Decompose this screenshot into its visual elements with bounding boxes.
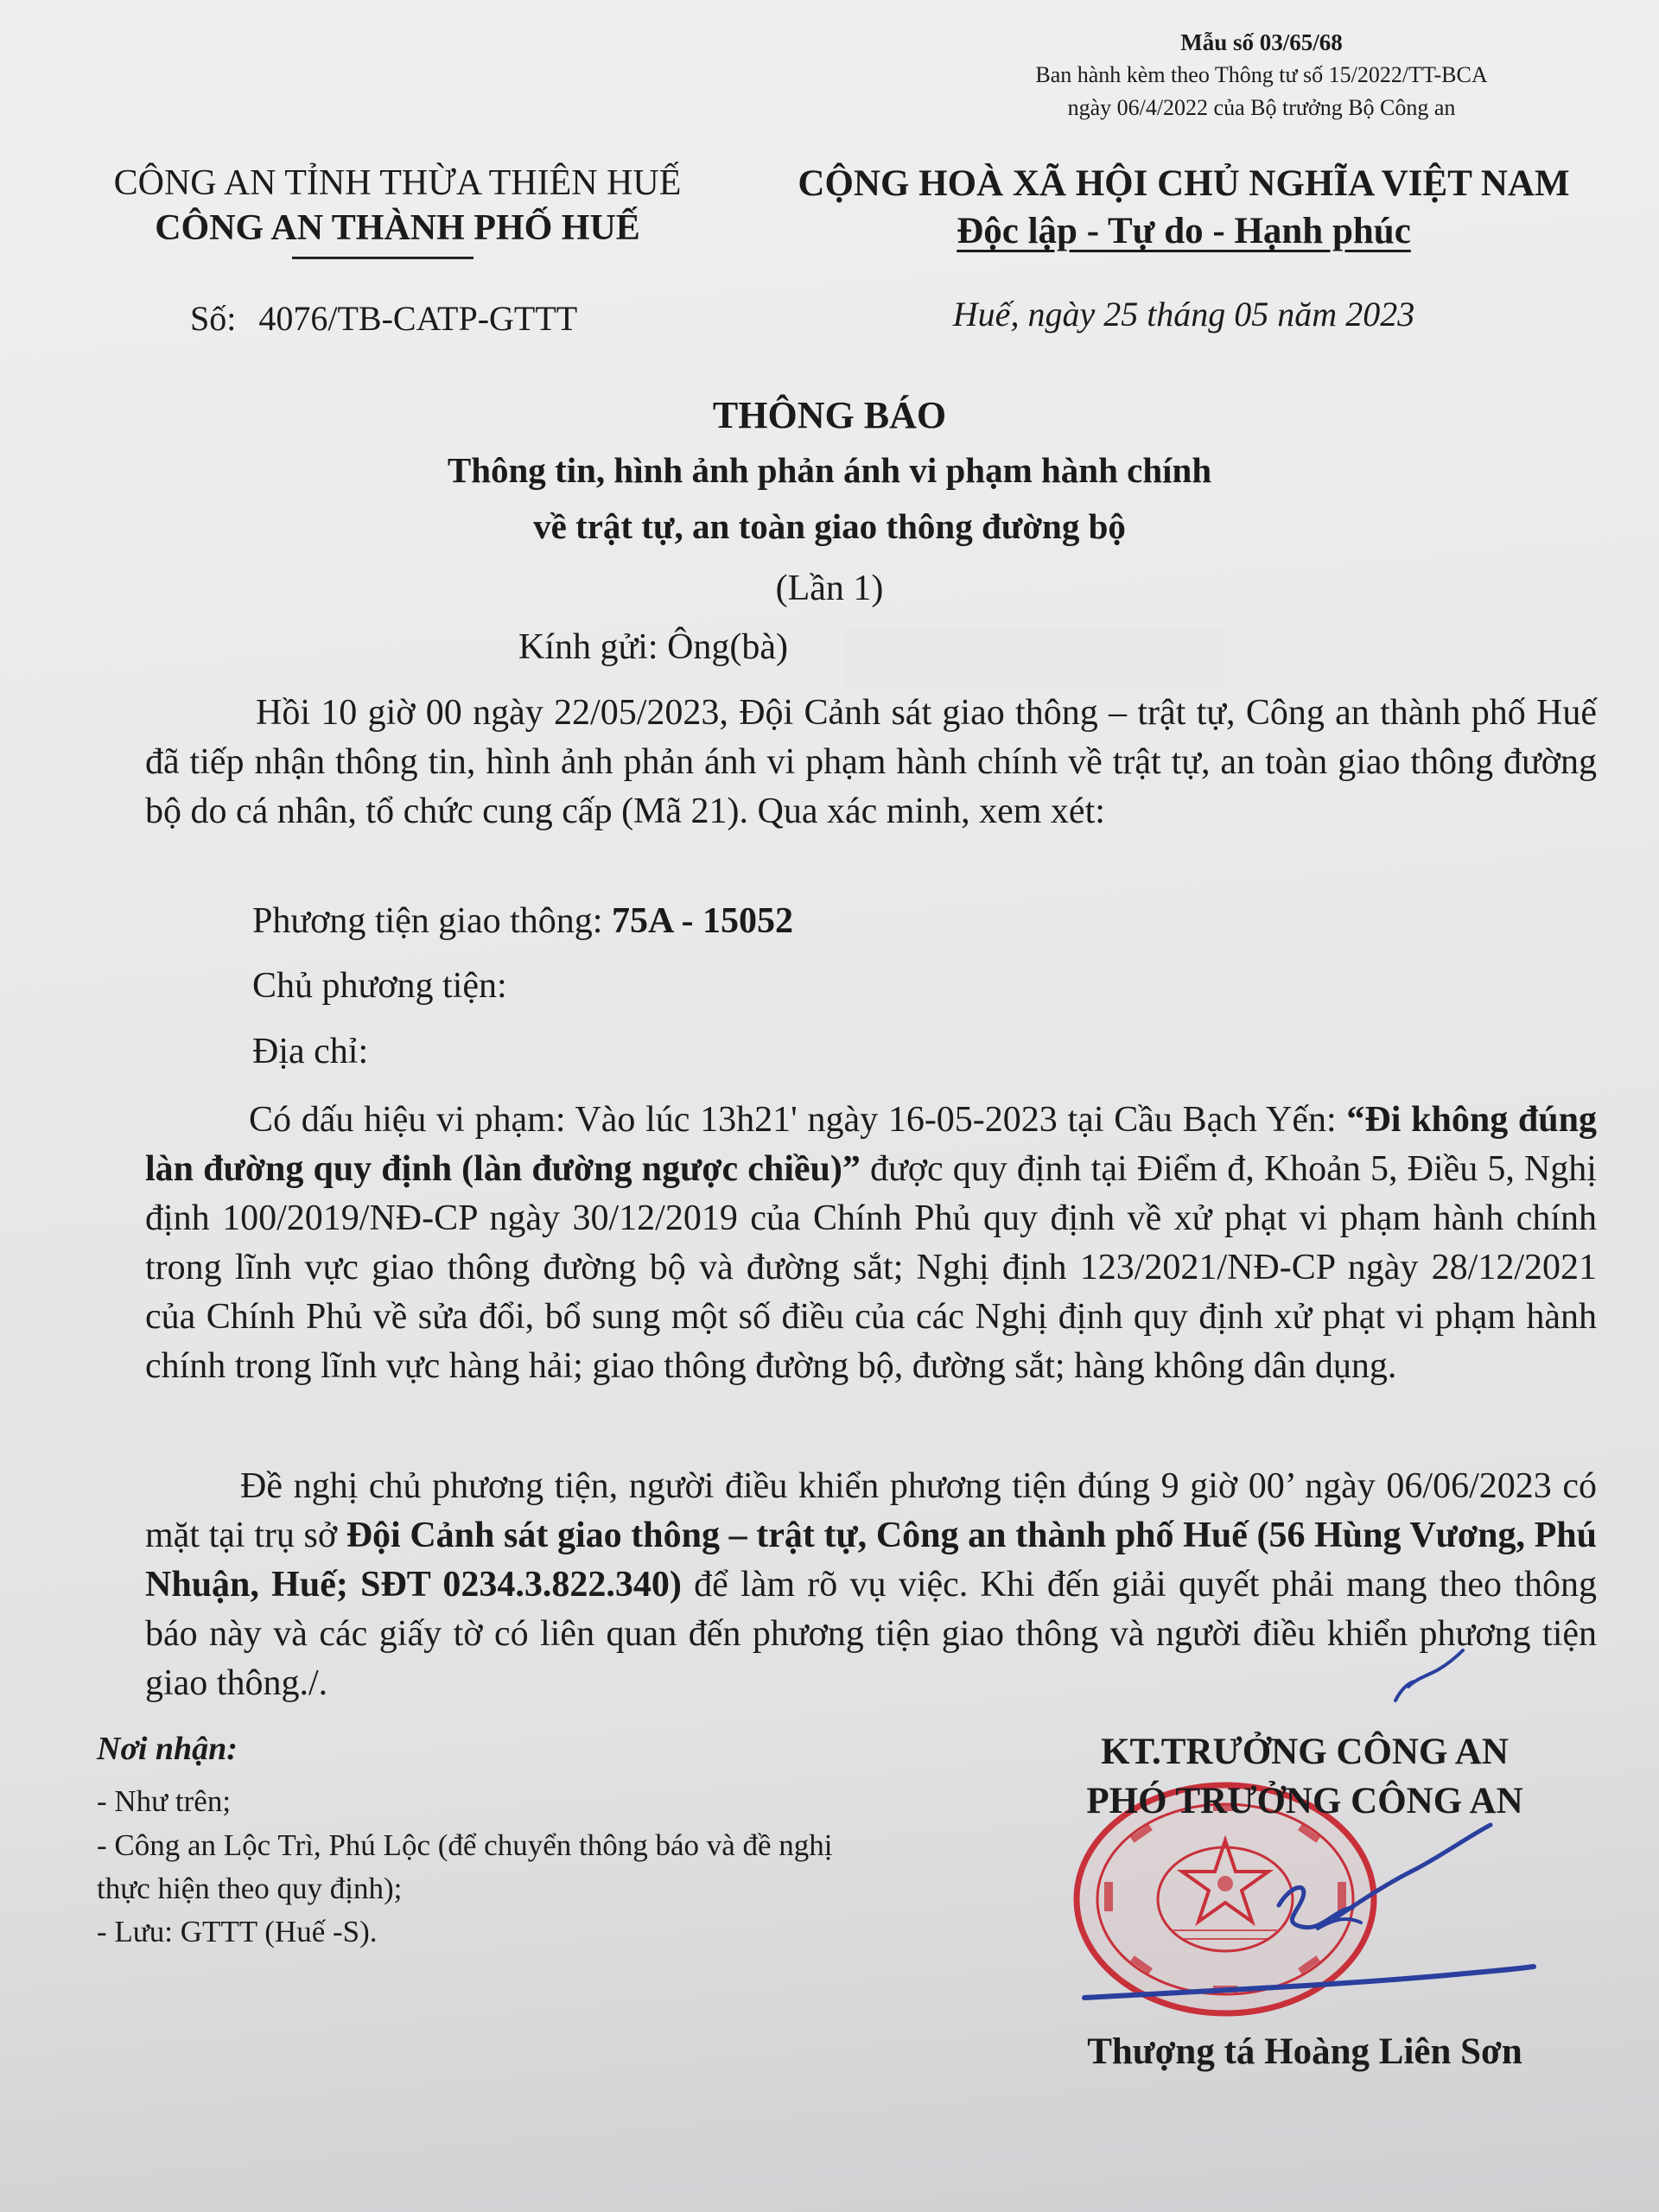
signature-authority-line-2: PHÓ TRƯỞNG CÔNG AN [1086,1781,1523,1821]
signature-authority-line-1: KT.TRƯỞNG CÔNG AN [1101,1732,1509,1772]
recipient-item: - Công an Lộc Trì, Phú Lộc (để chuyển thông báo và đề nghị thực hiện theo quy định); [97,1828,833,1905]
owner-field [252,965,507,1007]
document-number-label: Số: [190,299,237,338]
request-lead: Đề nghị chủ phương tiện, người điều khiển phương tiện đúng 9 giờ 00’ ngày 06/06/2023 có mặt tại trụ sở [145,1466,1597,1555]
vehicle-plate: 75A - 15052 [611,901,793,941]
document-subtitle-1: Thông tin, hình ảnh phản ánh vi phạm hành chính [447,450,1212,490]
recipient-label: Kính gửi: Ông(bà) [518,627,789,667]
request-rest: để làm rõ vụ việc. Khi đến giải quyết phải mang theo thông báo này và các giấy tờ có liên quan đến phương tiện giao thông và người điều khiển phương tiện giao thông./. [145,1565,1597,1703]
request-office: Đội Cảnh sát giao thông – trật tự, Công an thành phố Huế (56 Hùng Vương, Phú Nhuận, Huế; SĐT 0234.3.822.340) [145,1516,1598,1605]
redacted-address [404,1027,930,1087]
place-date: Huế, ngày 25 tháng 05 năm 2023 [952,295,1415,334]
violation-lead: Có dấu hiệu vi phạm: Vào lúc 13h21' ngày 16-05-2023 tại Cầu Bạch Yến: [249,1100,1347,1140]
recipient-item: - Như trên; [97,1784,232,1818]
agency-parent: CÔNG AN TỈNH THỪA THIÊN HUẾ [113,163,682,203]
notice-count: (Lần 1) [775,569,884,608]
address-label: Địa chỉ: [252,1032,369,1071]
document-number-value: 4076/TB-CATP-GTTT [258,299,578,338]
body-paragraph-violation [145,1096,1597,1391]
form-note [985,26,1538,124]
document-title: THÔNG BÁO [712,394,947,436]
vehicle-field [252,900,793,942]
form-code: Mẫu số 03/65/68 [1180,29,1343,55]
signer-name: Thượng tá Hoàng Liên Sơn [1087,2031,1522,2072]
recipient-line [518,626,788,668]
redacted-recipient-name [845,628,1225,687]
form-note-date: ngày 06/4/2022 của Bộ trưởng Bộ Công an [1067,95,1456,120]
national-title: CỘNG HOÀ XÃ HỘI CHỦ NGHĨA VIỆT NAM [798,163,1570,204]
agency-name: CÔNG AN THÀNH PHỐ HUẾ [155,208,640,248]
violation-legal-basis: được quy định tại Điểm đ, Khoản 5, Điều 5, Nghị định 100/2019/NĐ-CP ngày 30/12/2019 của Chính Phủ quy định về xử phạt vi phạm hành chính trong lĩnh vực giao thông đường bộ và đường sắt; Nghị định 123/2021/NĐ-CP ngày 28/12/2021 của Chính Phủ về sửa đổi, bổ sung một số điều của các Nghị định quy định xử phạt vi phạm hành chính trong lĩnh vực hàng hải; giao thông đường bộ, đường sắt; hàng không dân dụng. [145,1149,1597,1386]
national-motto [778,210,1590,252]
recipients-heading: Nơi nhận: [97,1731,238,1767]
violation-description: “Đi không đúng làn đường quy định (làn đường ngược chiều)” [145,1100,1597,1189]
vehicle-label: Phương tiện giao thông: [252,901,612,941]
recipient-item: - Lưu: GTTT (Huế -S). [97,1915,378,1948]
redacted-owner-name [550,961,1016,1027]
document-subtitle-2: về trật tự, an toàn giao thông đường bộ [533,506,1126,546]
owner-label: Chủ phương tiện: [252,966,507,1006]
handwritten-signature [1076,1624,1560,2039]
agency-underline [292,257,474,259]
address-field [252,1031,368,1072]
document-number [190,298,577,339]
motto-text: Độc lập - Tự do - Hạnh phúc [957,211,1411,251]
form-note-issuance: Ban hành kèm theo Thông tư số 15/2022/TT-BCA [1035,62,1488,87]
body-paragraph-intro: Hồi 10 giờ 00 ngày 22/05/2023, Đội Cảnh sát giao thông – trật tự, Công an thành phố Huế đã tiếp nhận thông tin, hình ảnh phản ánh vi phạm hành chính về trật tự, an toàn giao thông đường bộ do cá nhân, tổ chức cung cấp (Mã 21). Qua xác minh, xem xét: [145,693,1597,831]
